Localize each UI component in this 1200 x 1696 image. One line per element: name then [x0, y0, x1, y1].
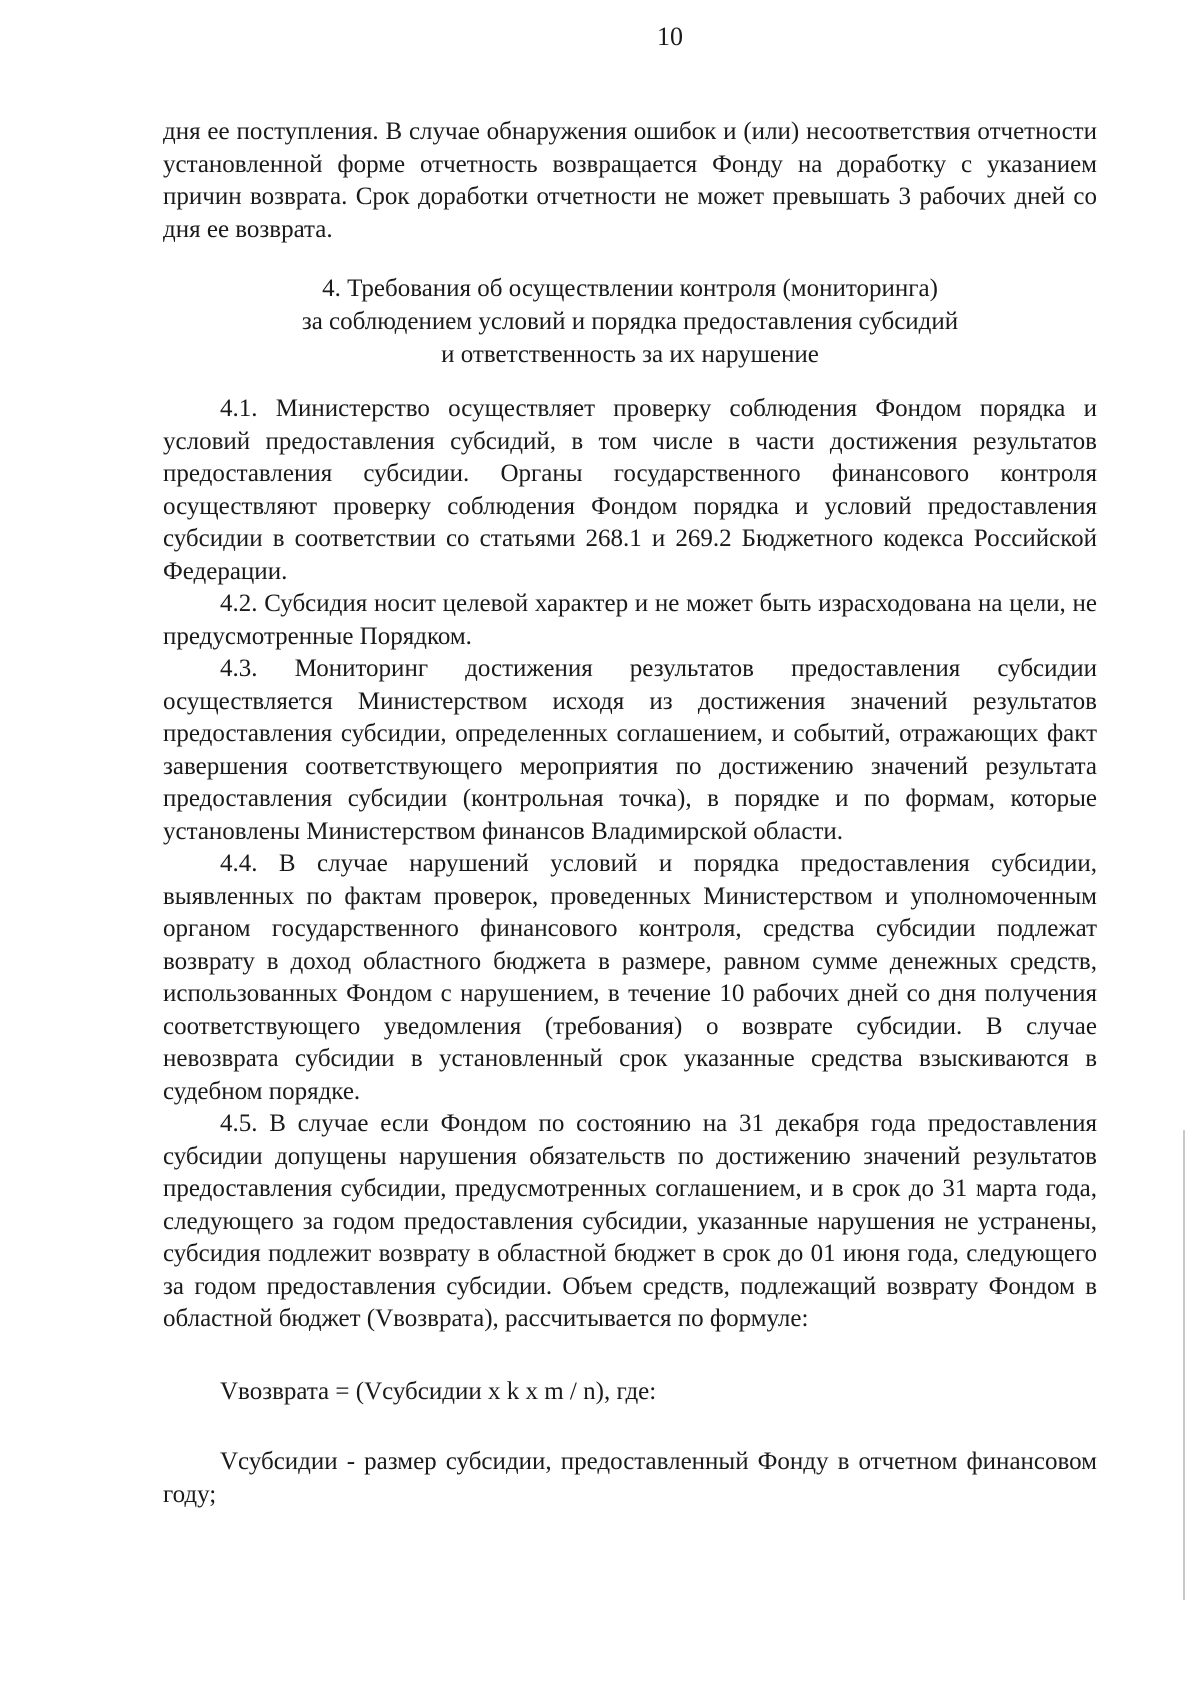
paragraph-4-2: 4.2. Субсидия носит целевой характер и не может быть израсходована на цели, не предусмотренные Порядком.	[163, 590, 1097, 650]
scan-edge-mark	[1183, 1130, 1185, 1600]
formula-line: Vвозврата = (Vсубсидии x k x m / n), где:	[220, 1377, 657, 1405]
section-heading-line-1: 4. Требования об осуществлении контроля (мониторинга)	[322, 275, 938, 302]
paragraph-4-1: 4.1. Министерство осуществляет проверку соблюдения Фондом порядка и условий предоставления субсидий, в том числе в части достижения результатов предоставления субсидии. Органы государственного финансового контроля осуществляют проверку соблюдения Фондом порядка и условий предоставления субсидии в соответствии со статьями 268.1 и 269.2 Бюджетного кодекса Российской Федерации.	[163, 395, 1097, 585]
paragraph-definition-vsubsidii: Vсубсидии - размер субсидии, предоставленный Фонду в отчетном финансовом году;	[163, 1448, 1097, 1508]
page-body	[163, 116, 1097, 1511]
section-heading-4	[163, 272, 1097, 371]
paragraph-4-5: 4.5. В случае если Фондом по состоянию на 31 декабря года предоставления субсидии допущены нарушения обязательств по достижению значений результатов предоставления субсидии, предусмотренных соглашением, и в срок до 31 марта года, следующего за годом предоставления субсидии, указанные нарушения не устранены, субсидия подлежит возврату в областной бюджет в срок до 01 июня года, следующего за годом предоставления субсидии. Объем средств, подлежащий возврату Фондом в областной бюджет (Vвозврата), рассчитывается по формуле:	[163, 1110, 1097, 1332]
section-heading-line-3: и ответственность за их нарушение	[441, 341, 819, 368]
paragraph-4-4: 4.4. В случае нарушений условий и порядка предоставления субсидии, выявленных по фактам проверок, проведенных Министерством и уполномоченным органом государственного финансового контроля, средства субсидии подлежат возврату в доход областного бюджета в размере, равном сумме денежных средств, использованных Фондом с нарушением, в течение 10 рабочих дней со дня получения соответствующего уведомления (требования) о возврате субсидии. В случае невозврата субсидии в установленный срок указанные средства взыскиваются в судебном порядке.	[163, 850, 1097, 1105]
section-heading-line-2: за соблюдением условий и порядка предоставления субсидий	[301, 308, 959, 335]
paragraph-4-3: 4.3. Мониторинг достижения результатов предоставления субсидии осуществляется Министерством исходя из достижения значений результатов предоставления субсидии, определенных соглашением, и событий, отражающих факт завершения соответствующего мероприятия по достижению значений результата предоставления субсидии (контрольная точка), в порядке и по формам, которые установлены Министерством финансов Владимирской области.	[163, 655, 1097, 845]
paragraph-continuation: дня ее поступления. В случае обнаружения ошибок и (или) несоответствия отчетности установленной форме отчетность возвращается Фонду на доработку с указанием причин возврата. Срок доработки отчетности не может превышать 3 рабочих дней со дня ее возврата.	[163, 118, 1097, 243]
page-number: 10	[657, 22, 683, 51]
